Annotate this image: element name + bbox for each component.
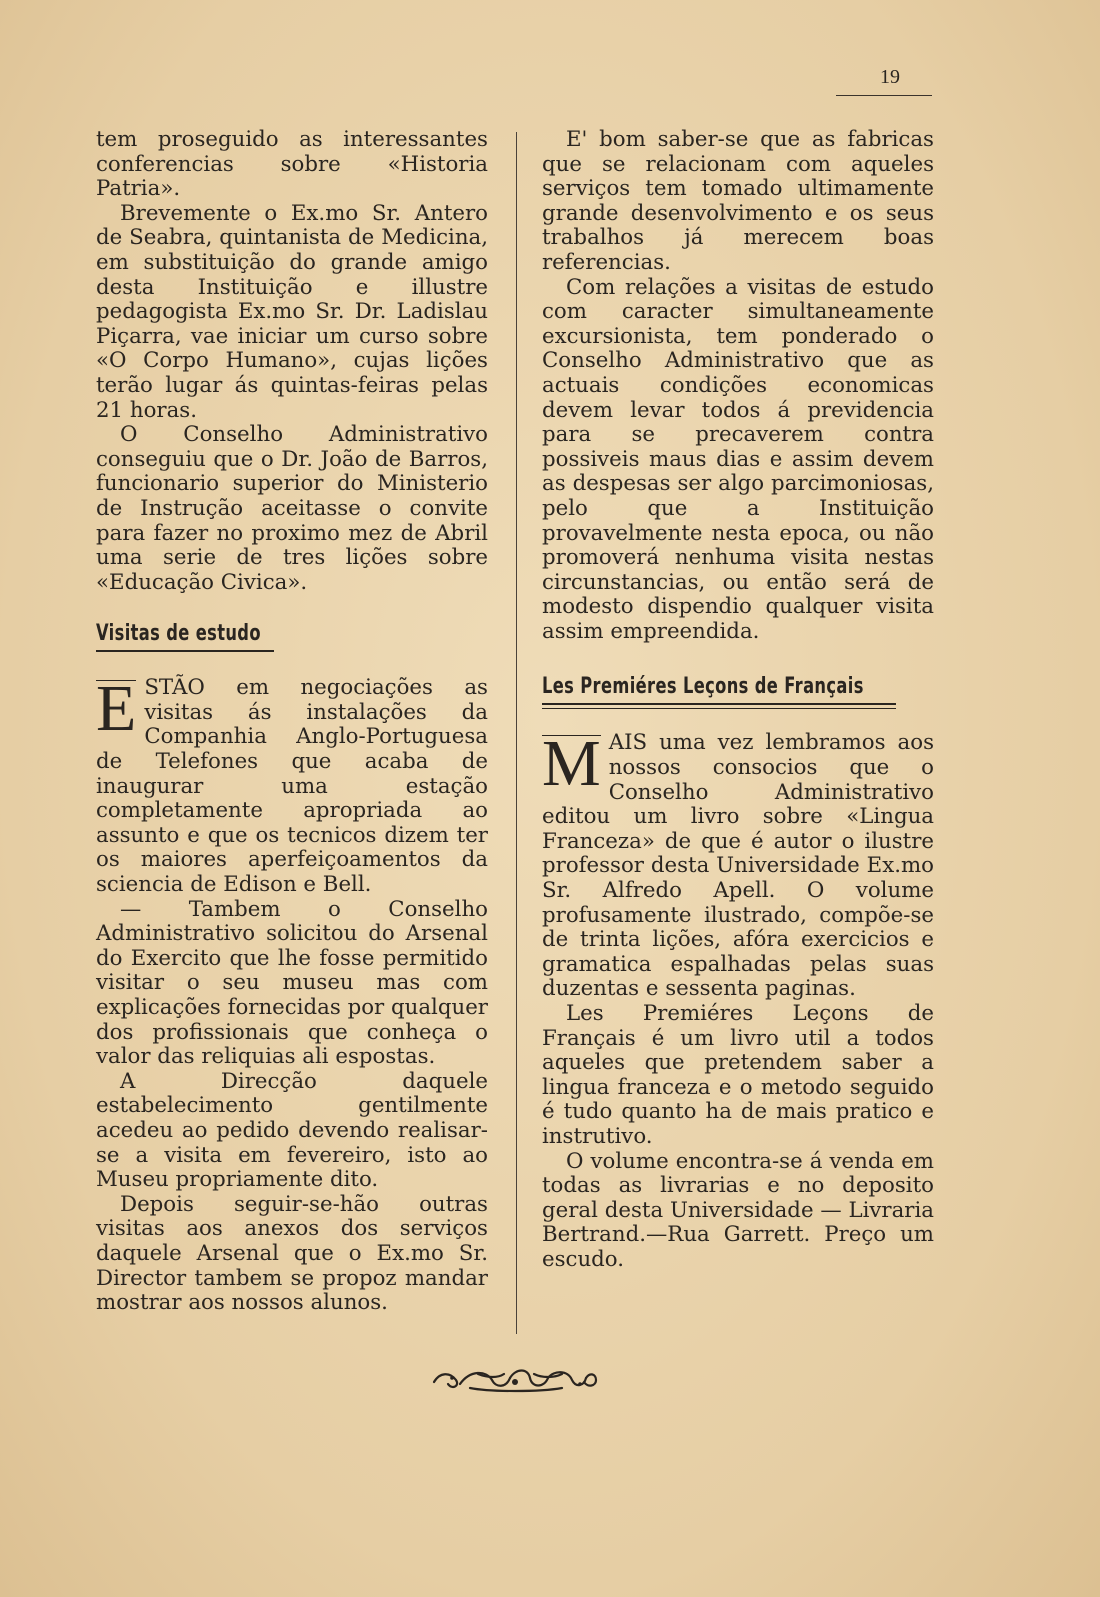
left-column: [96, 128, 488, 1316]
paragraph: tem proseguido as interessantes conferencias sobre «Historia Patria».: [96, 127, 488, 202]
section-title: Visitas de estudo: [96, 621, 261, 647]
column-divider: [516, 132, 517, 1334]
paragraph: O volume encontra-se á venda em todas as livrarias e no deposito geral desta Universidade — Livraria Bertrand.—Rua Garrett. Preço um escudo.: [542, 1148, 934, 1272]
paragraph: A Direcção daquele estabelecimento gentilmente acedeu ao pedido devendo realisar-se a visita em fevereiro, isto ao Museu propriamente dito.: [96, 1068, 488, 1193]
paragraph: Brevemente o Ex.mo Sr. Antero de Seabra, quintanista de Medicina, em substituição do grande amigo desta Instituição e illustre pedagogista Ex.mo Sr. Dr. Ladislau Piçarra, vae iniciar um curso sobre «O Corpo Humano», cujas lições terão lugar ás quintas-feiras pelas 21 horas.: [96, 200, 488, 423]
section-heading-lecons: [542, 674, 934, 709]
section-title: Les Premiéres Leçons de Français: [542, 674, 864, 700]
lecons-body: [542, 727, 934, 1272]
paragraph: Depois seguir-se-hão outras visitas aos anexos dos serviços daquele Arsenal que o Ex.mo Sr. Director tambem se propoz mandar mostrar aos nossos alunos.: [96, 1191, 488, 1316]
section-heading-visitas: [96, 621, 488, 652]
paragraph: O Conselho Administrativo conseguiu que o Dr. João de Barros, funcionario superior do Ministerio de Instrução aceitasse o convite para fazer no proximo mez de Abril uma serie de tres lições sobre «Educação Civica».: [96, 422, 488, 595]
dropcap-lead: AIS: [608, 730, 648, 756]
section-rule: [96, 650, 274, 652]
paragraph: Les Premiéres Leçons de Français é um livro util a todos aqueles que pretendem saber a lingua franceza e o metodo seguido é tudo quanto ha de mais pratico e instrutivo.: [542, 1001, 934, 1149]
dropcap-letter: M: [542, 727, 601, 801]
left-top-text: [96, 128, 488, 595]
page-number-rule: [836, 95, 932, 96]
dropcap-rest: uma vez lembramos aos nossos consocios que o Conselho Administrativo editou um livro sobre «Lingua Franceza» de que é autor o ilustre professor desta Universidade Ex.mo Sr. Alfredo Apell. O volume profusamente ilustrado, compõe-se de trinta lições, afóra exercicios e gramatica espalhadas pelas suas duzentas e sessenta paginas.: [542, 730, 934, 1002]
section-rule: [542, 703, 896, 705]
dropcap-rest: em negociações as visitas ás instalações da Companhia Anglo-Portuguesa de Telefones que acaba de inaugurar uma estação completamente apropriada ao assunto e que os tecnicos dizem ter os maiores aperfeiçoamentos da sciencia de Edison e Bell.: [96, 675, 488, 898]
paragraph: — Tambem o Conselho Administrativo solicitou do Arsenal do Exercito que lhe fosse permitido visitar o seu museu mas com explicações fornecidas por qualquer dos profissionais que conheça o valor das reliquias ali espostas.: [96, 896, 488, 1070]
dropcap-paragraph: [542, 727, 934, 1002]
scroll-flourish-ornament-icon: [430, 1362, 600, 1396]
right-column: [542, 128, 934, 1273]
paragraph: E' bom saber-se que as fabricas que se relacionam com aqueles serviços tem tomado ultimamente grande desenvolvimento e os seus trabalhos já merecem boas referencias.: [542, 127, 934, 275]
dropcap-paragraph: [96, 672, 488, 898]
page-number: 19: [880, 66, 900, 88]
section-rule-thin: [542, 708, 896, 709]
right-top-text: [542, 128, 934, 644]
dropcap-letter: E: [96, 672, 137, 746]
paragraph: Com relações a visitas de estudo com caracter simultaneamente excursionista, tem ponderado o Conselho Administrativo que as actuais condições economicas devem levar todos á previdencia para se precaverem contra possiveis maus dias e assim devem as despesas ser algo parcimoniosas, pelo que a Instituição provavelmente nesta epoca, ou não promoverá nenhuma visita nestas circunstancias, ou então será de modesto dispendio qualquer visita assim empreendida.: [542, 274, 934, 644]
dropcap-lead: STÃO: [144, 675, 205, 701]
visitas-body: [96, 672, 488, 1316]
